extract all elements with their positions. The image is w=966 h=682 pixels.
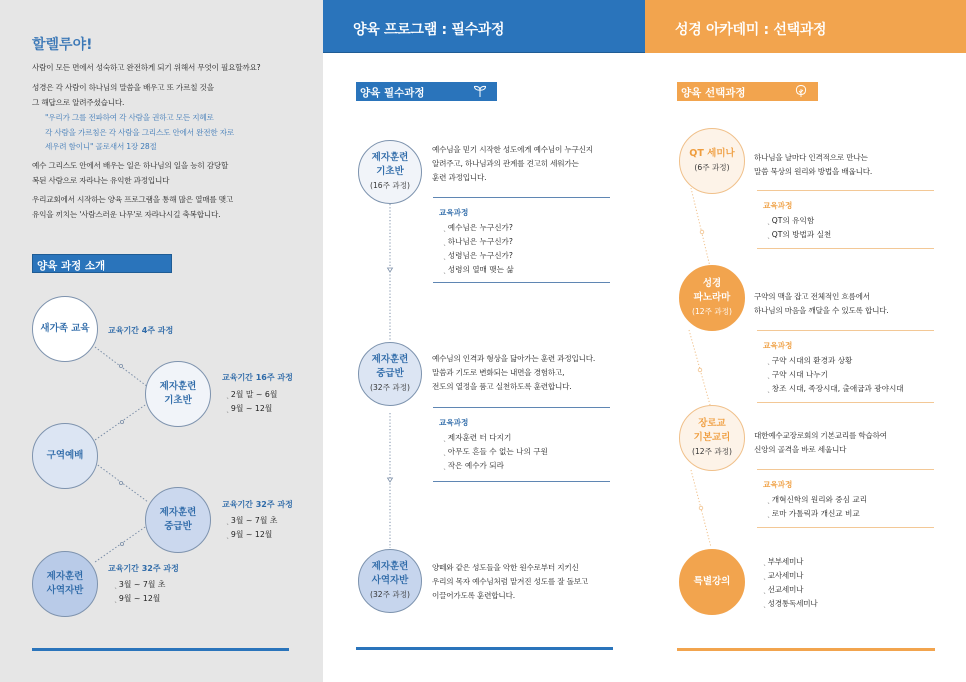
curriculum-box <box>757 190 934 249</box>
intro-panel <box>0 0 323 682</box>
course-name: 기본교리 <box>693 432 731 443</box>
curriculum-item: ˎ 작은 예수가 되라 <box>443 459 610 473</box>
schedule-item: ˎ 9월 ~ 12월 <box>226 528 277 542</box>
curriculum-item: ˎ 하나님은 누구신가? <box>443 235 610 249</box>
desc-line: 우리의 목자 예수님처럼 맡겨진 성도를 잘 돌보고 <box>432 577 588 586</box>
desc-line: 전도의 열정을 품고 실천하도록 훈련합니다. <box>432 382 572 391</box>
flow-node-cell-worship <box>32 423 98 489</box>
node-label: 제자훈련 <box>159 381 197 392</box>
course-duration: (16주 과정) <box>369 181 410 190</box>
course-name: QT 세미나 <box>689 148 735 159</box>
flow-period: 교육기간 4주 과정 <box>108 326 174 335</box>
curriculum-title: 교육과정 <box>439 418 469 427</box>
curriculum-item: ˎ 예수님은 누구신가? <box>443 221 610 235</box>
desc-line: 하나님의 마음을 깨달을 수 있도록 합니다. <box>754 306 889 315</box>
desc-line: 알려주고, 하나님과의 관계를 견고히 세워가는 <box>432 159 579 168</box>
divider <box>757 330 934 331</box>
divider <box>433 197 610 198</box>
course-name: 기초반 <box>376 166 404 177</box>
course-node-qt <box>679 128 745 194</box>
desc-line: 신앙의 골격을 바로 세웁니다 <box>754 445 847 454</box>
course-description <box>754 290 889 318</box>
node-label: 중급반 <box>164 521 192 532</box>
intro-line: 예수 그리스도 안에서 배우는 일은 하나님의 일을 능히 감당할 <box>32 161 229 170</box>
flow-node-basic <box>145 361 211 427</box>
course-name: 제자훈련 <box>371 152 409 163</box>
node-label: 제자훈련 <box>46 571 84 582</box>
intro-title: 할렐루야! <box>32 37 93 53</box>
section-tag-label: 양육 선택과정 <box>681 87 746 99</box>
curriculum-item: ˎ 개혁신학의 원리와 중심 교리 <box>767 493 934 507</box>
divider <box>757 527 934 528</box>
course-name: 중급반 <box>376 368 404 379</box>
desc-line: 훈련 과정입니다. <box>432 173 487 182</box>
curriculum-item: ˎ 제자훈련 터 다지기 <box>443 431 610 445</box>
schedule-item: ˎ 3월 ~ 7월 초 <box>114 578 165 592</box>
schedule-item: ˎ 9월 ~ 12월 <box>226 402 277 416</box>
course-duration: (6주 과정) <box>694 163 730 172</box>
desc-line: 양떼와 같은 성도들을 악한 원수로부터 지키신 <box>432 563 579 572</box>
curriculum-box <box>757 330 934 403</box>
course-description <box>432 352 595 394</box>
desc-line: 말씀 묵상의 원리와 방법을 배웁니다. <box>754 167 873 176</box>
intro-line: 복된 사람으로 자라나는 유익한 과정입니다 <box>32 176 170 185</box>
node-label: 기초반 <box>164 395 192 406</box>
curriculum-title: 교육과정 <box>763 201 793 210</box>
divider <box>757 402 934 403</box>
intro-line: 성경은 각 사람이 하나님의 말씀을 배우고 또 가르칠 것을 <box>32 83 214 92</box>
flow-schedule <box>226 514 277 542</box>
required-courses-panel <box>323 0 645 682</box>
desc-line: 이끌어가도록 훈련합니다. <box>432 591 515 600</box>
desc-line: 구약의 맥을 잡고 전체적인 흐름에서 <box>754 292 870 301</box>
course-name: 파노라마 <box>693 292 731 303</box>
divider <box>757 248 934 249</box>
curriculum-item: ˎ 구약 시대의 환경과 상황 <box>767 354 934 368</box>
curriculum-item: ˎ 아무도 흔들 수 없는 나의 구원 <box>443 445 610 459</box>
intro-line: 그 해답으로 알려주셨습니다. <box>32 98 125 107</box>
curriculum-item: ˎ QT의 방법과 실천 <box>767 228 934 242</box>
special-item: ˎ 교사세미나 <box>763 569 818 583</box>
desc-line: 하나님을 날마다 인격적으로 만나는 <box>754 153 868 162</box>
curriculum-title: 교육과정 <box>763 341 793 350</box>
intro-line: 유익을 끼치는 '사람스러운 나무'로 자라나시길 축복합니다. <box>32 210 221 219</box>
course-name: 사역자반 <box>371 575 409 586</box>
flow-node-ministry <box>32 551 98 617</box>
desc-line: 말씀과 기도로 변화되는 내면을 경험하고, <box>432 368 565 377</box>
panel-header: 성경 아카데미 : 선택과정 <box>645 0 966 53</box>
flow-node-new-family <box>32 296 98 362</box>
course-name: 제자훈련 <box>371 354 409 365</box>
node-label: 사역자반 <box>46 585 84 596</box>
special-item: ˎ 성경통독세미나 <box>763 597 818 611</box>
flow-period: 교육기간 32주 과정 <box>222 500 293 509</box>
desc-line: 대한예수교장로회의 기본교리를 학습하여 <box>754 431 887 440</box>
quote-line: 각 사람을 가르침은 각 사람을 그리스도 안에서 완전한 자로 <box>45 127 234 137</box>
curriculum-item: ˎ 창조 시대, 족장시대, 출애굽과 광야시대 <box>767 382 934 396</box>
node-label: 구역예배 <box>46 450 84 461</box>
course-node-intermediate <box>358 342 422 406</box>
flow-schedule <box>226 388 277 416</box>
special-item: ˎ 부부세미나 <box>763 555 818 569</box>
course-description <box>754 151 872 179</box>
flow-schedule <box>114 578 165 606</box>
course-name: 장로교 <box>698 418 726 429</box>
course-name: 제자훈련 <box>371 561 409 572</box>
course-node-doctrine <box>679 405 745 471</box>
curriculum-item: ˎ 성령의 열매 맺는 삶 <box>443 263 610 277</box>
course-description <box>432 561 588 603</box>
course-duration: (32주 과정) <box>369 590 410 599</box>
course-description <box>432 143 593 185</box>
flow-node-intermediate <box>145 487 211 553</box>
course-node-special <box>679 549 745 615</box>
divider <box>433 407 610 408</box>
section-tag-label: 양육 필수과정 <box>360 87 425 99</box>
course-name: 특별강의 <box>693 576 731 587</box>
curriculum-item: ˎ QT의 유익함 <box>767 214 934 228</box>
intro-line: 우리교회에서 시작하는 양육 프로그램을 통해 많은 열매를 맺고 <box>32 195 234 204</box>
bottom-rule <box>677 648 935 651</box>
curriculum-item: ˎ 로마 가톨릭과 개신교 비교 <box>767 507 934 521</box>
course-duration: (32주 과정) <box>369 383 410 392</box>
flow-period: 교육기간 32주 과정 <box>108 564 179 573</box>
desc-line: 예수님을 믿기 시작한 성도에게 예수님이 누구신지 <box>432 145 593 154</box>
section-tag-label: 양육 과정 소개 <box>37 260 106 272</box>
quote-line: "우리가 그를 전파하여 각 사람을 권하고 모든 지혜로 <box>45 113 214 122</box>
schedule-item: ˎ 3월 ~ 7월 초 <box>226 514 277 528</box>
bottom-rule <box>356 647 613 650</box>
divider <box>433 481 610 482</box>
course-node-basic <box>358 140 422 204</box>
schedule-item: ˎ 2월 말 ~ 6월 <box>226 388 277 402</box>
divider <box>757 190 934 191</box>
special-list <box>763 555 818 611</box>
desc-line: 예수님의 인격과 형상을 닮아가는 훈련 과정입니다. <box>432 354 596 363</box>
node-label: 새가족 교육 <box>40 323 90 334</box>
curriculum-item: ˎ 구약 시대 나누기 <box>767 368 934 382</box>
curriculum-box <box>757 469 934 528</box>
divider <box>757 469 934 470</box>
course-node-ministry <box>358 549 422 613</box>
course-node-panorama <box>679 265 745 331</box>
node-label: 제자훈련 <box>159 507 197 518</box>
elective-courses-panel <box>645 0 966 682</box>
flow-period: 교육기간 16주 과정 <box>222 373 293 382</box>
panel-header: 양육 프로그램 : 필수과정 <box>323 0 645 53</box>
intro-line: 사람이 모든 면에서 성숙하고 완전하게 되기 위해서 무엇이 필요할까요? <box>32 63 261 72</box>
curriculum-title: 교육과정 <box>439 208 469 217</box>
course-name: 성경 <box>702 278 722 289</box>
curriculum-box <box>433 197 610 283</box>
divider <box>433 282 610 283</box>
quote-line: 세우려 함이니" 골로새서 1장 28절 <box>45 142 157 151</box>
course-duration: (12주 과정) <box>691 307 732 316</box>
course-description <box>754 429 887 457</box>
curriculum-item: ˎ 성령님은 누구신가? <box>443 249 610 263</box>
curriculum-title: 교육과정 <box>763 480 793 489</box>
schedule-item: ˎ 9월 ~ 12월 <box>114 592 165 606</box>
bottom-rule <box>32 648 289 651</box>
course-duration: (12주 과정) <box>691 447 732 456</box>
special-item: ˎ 선교세미나 <box>763 583 818 597</box>
curriculum-box <box>433 407 610 482</box>
